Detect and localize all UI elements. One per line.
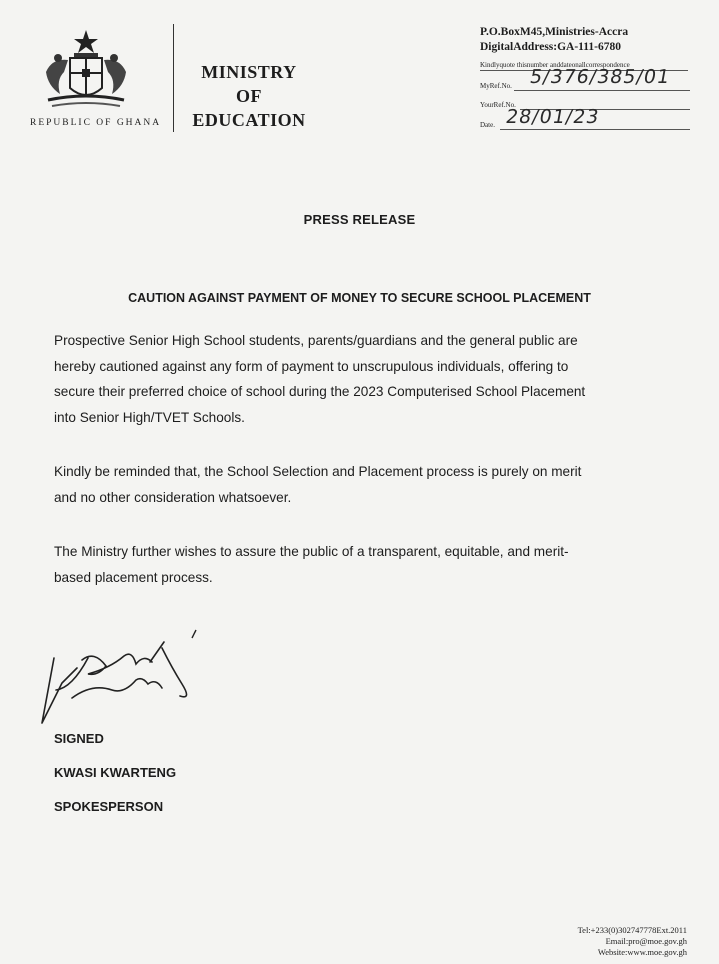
paragraph-2: Kindly be reminded that, the School Selection and Placement process is purely on merit and no other consideration whatsoever.	[54, 464, 582, 505]
date-underline	[500, 129, 690, 130]
my-ref-value: 5/376/385/01	[528, 66, 672, 88]
ministry-name	[180, 60, 318, 132]
ghana-coat-of-arms-icon	[38, 28, 134, 112]
paragraph-1: Prospective Senior High School students, parents/guardians and the general public are hereby cautioned against any form of payment to unscrupulous individuals, offering to secure their preferred choice of school during the 2023 Computerised School Placement into Senior High/TVET Schools.	[54, 333, 586, 425]
handwritten-signature	[32, 628, 207, 728]
footer-email: Email:pro@moe.gov.gh	[605, 936, 687, 946]
your-ref-label: YourRef.No.	[480, 101, 516, 109]
quote-note: Kindlyquote thisnumber anddateonallcorrespondence	[480, 61, 630, 69]
my-ref-underline	[514, 90, 690, 91]
signatory-name: KWASI KWARTENG	[54, 765, 177, 780]
signed-label: SIGNED	[54, 731, 104, 746]
header-divider	[173, 24, 174, 132]
date-value: 28/01/23	[504, 106, 602, 128]
document-heading: PRESS RELEASE	[303, 212, 416, 227]
postal-address: P.O.BoxM45,Ministries-Accra	[480, 26, 629, 38]
republic-label: REPUBLIC OF GHANA	[30, 118, 162, 128]
ministry-line-3: EDUCATION	[192, 110, 306, 130]
signatory-title: SPOKESPERSON	[54, 799, 164, 814]
document-subject: CAUTION AGAINST PAYMENT OF MONEY TO SECURE SCHOOL PLACEMENT	[128, 291, 591, 305]
digital-address: DigitalAddress:GA-111-6780	[480, 41, 621, 53]
contact-block	[480, 25, 628, 55]
footer-website: Website:www.moe.gov.gh	[597, 947, 687, 957]
ministry-line-2: OF	[236, 86, 262, 106]
paragraph-3: The Ministry further wishes to assure the public of a transparent, equitable, and merit- based placement process.	[54, 544, 569, 585]
footer-tel: Tel:+233(0)302747778Ext.2011	[577, 925, 687, 935]
footer-contact	[578, 925, 687, 958]
ministry-line-1: MINISTRY	[201, 62, 297, 82]
my-ref-label: MyRef.No.	[480, 82, 512, 90]
date-label: Date.	[480, 121, 495, 129]
signature-block	[54, 722, 176, 824]
